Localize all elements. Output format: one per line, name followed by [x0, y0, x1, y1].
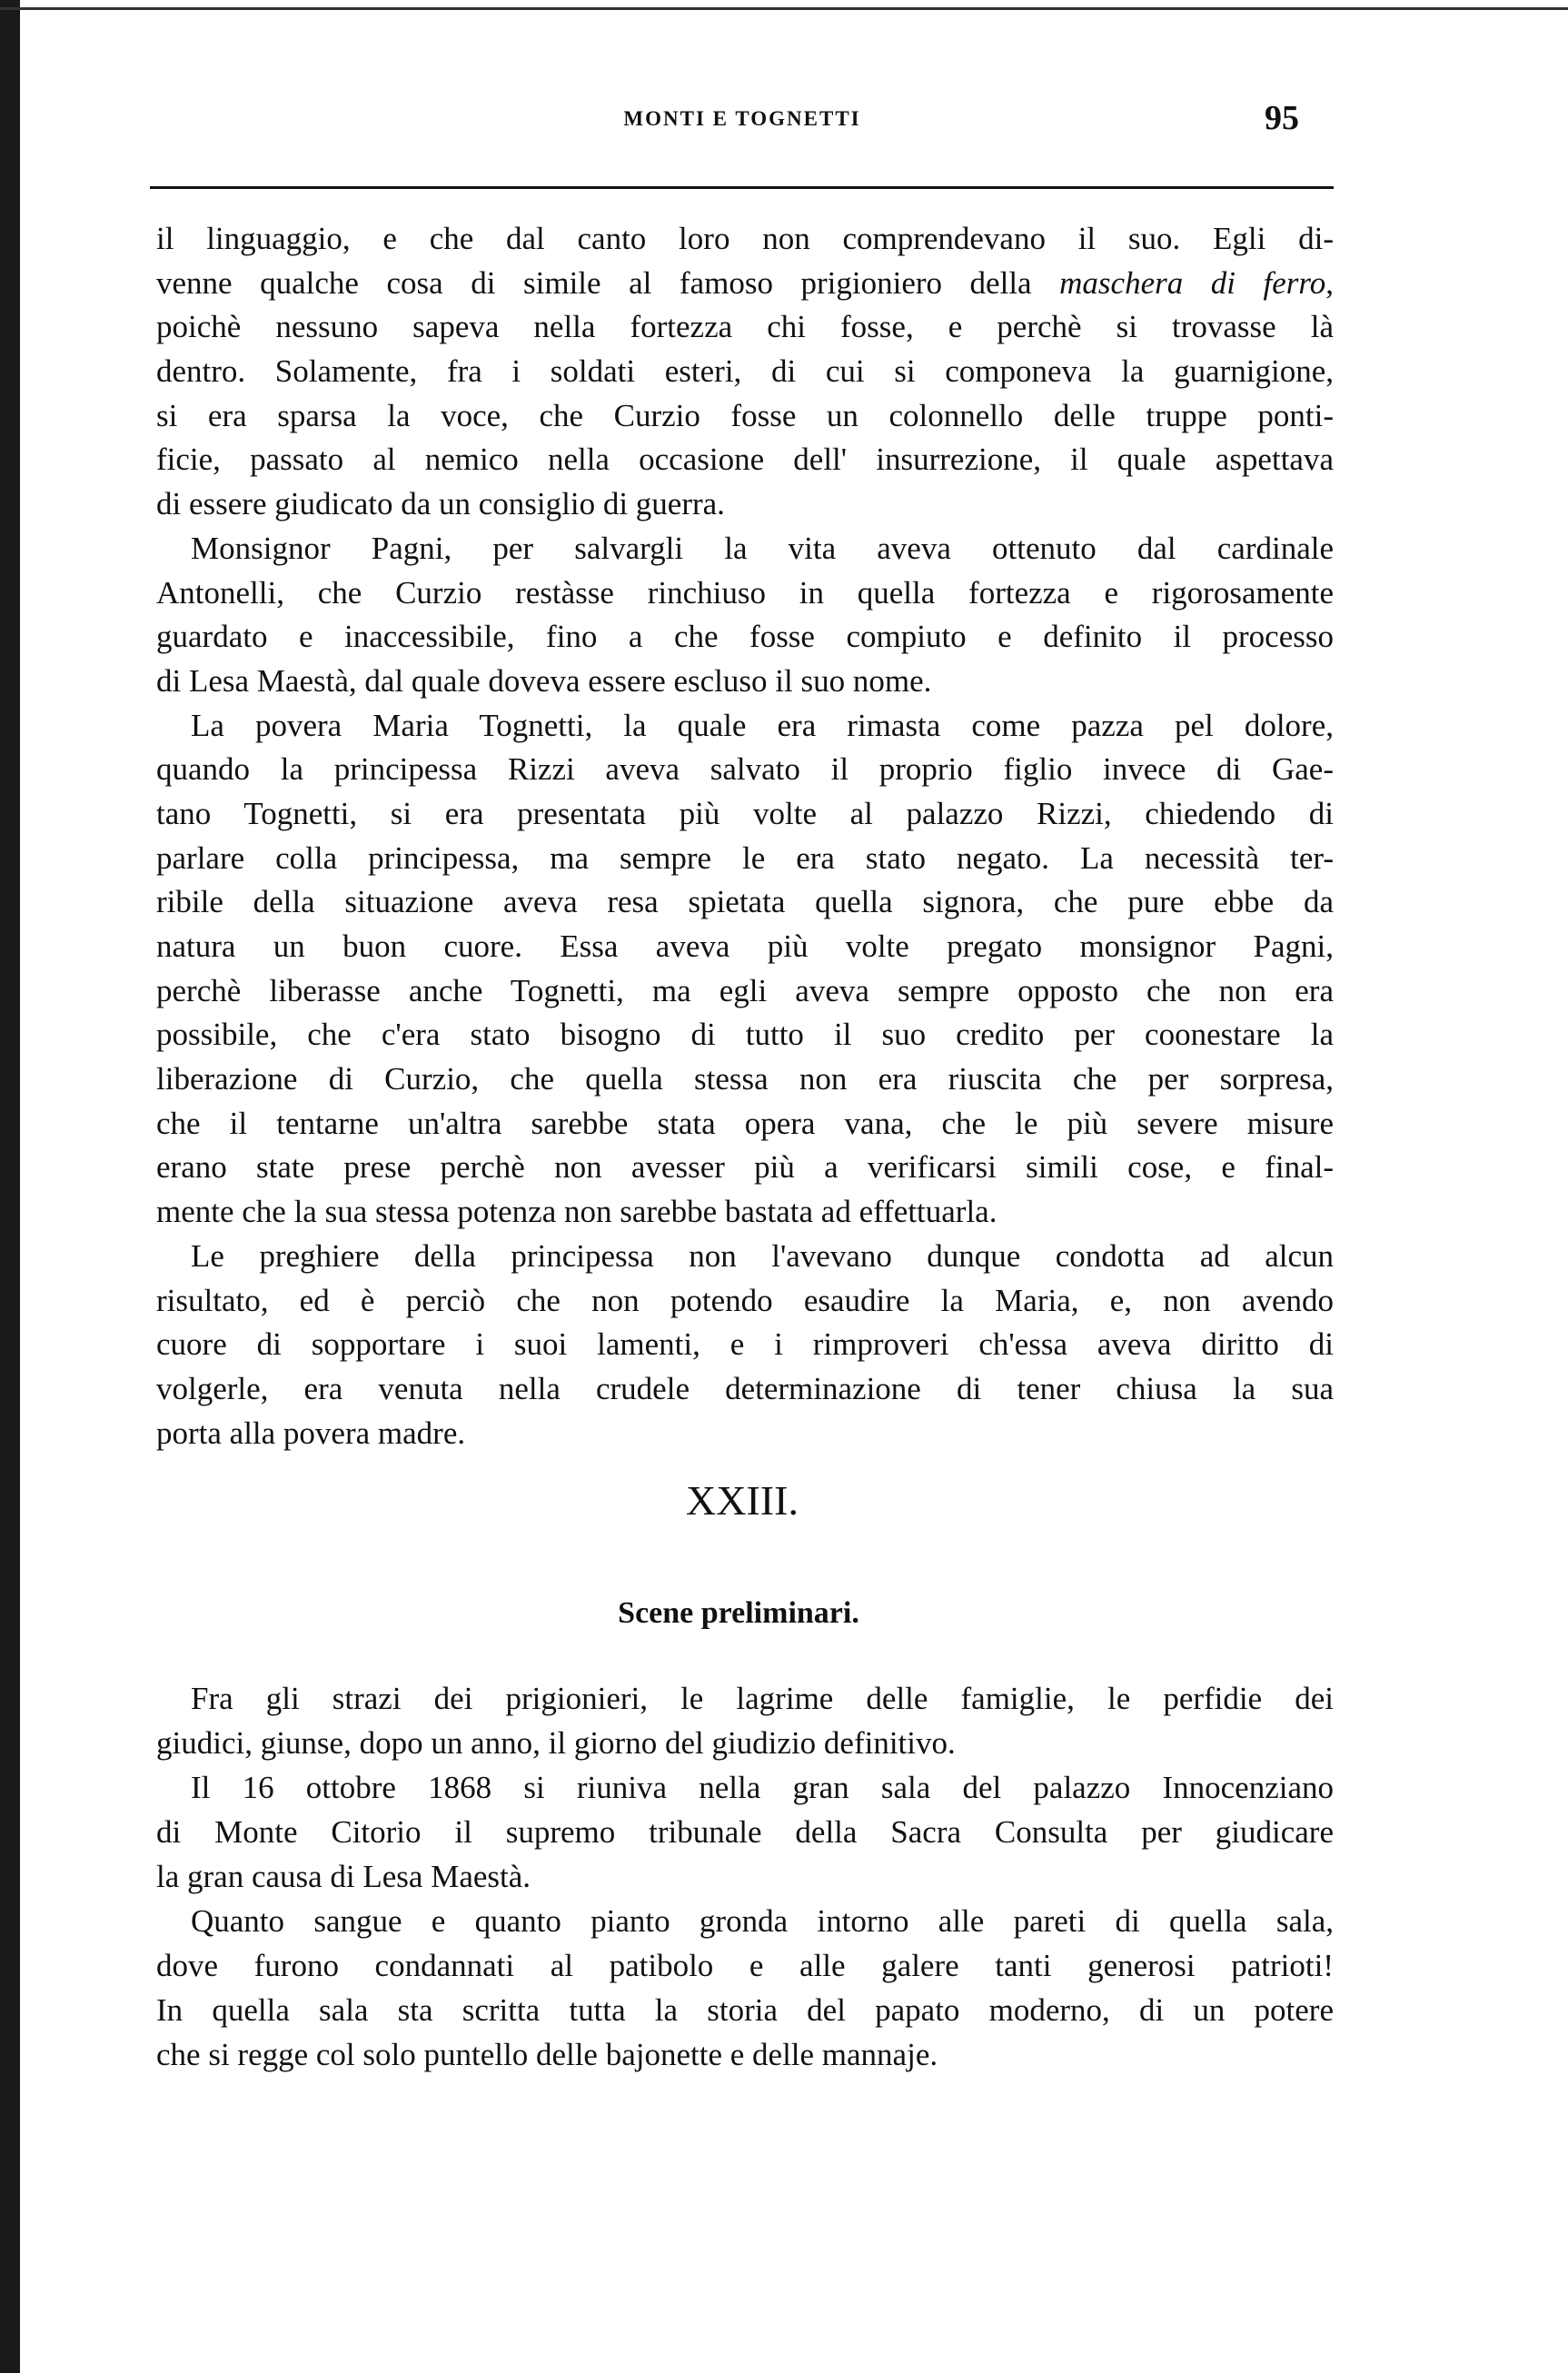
text-line: ribile della situazione aveva resa spietata quella signora, che pure ebbe da	[156, 884, 1334, 920]
text-line: Il 16 ottobre 1868 si riuniva nella gran sala del palazzo Innocenziano	[191, 1770, 1334, 1805]
text-line: volgerle, era venuta nella crudele determinazione di tener chiusa la sua	[156, 1370, 1334, 1406]
text-line: il linguaggio, e che dal canto loro non comprendevano il suo. Egli di-	[156, 221, 1334, 256]
text-line: cuore di sopportare i suoi lamenti, e i rimproveri ch'essa aveva diritto di	[156, 1326, 1334, 1363]
text-line: perchè liberasse anche Tognetti, ma egli aveva sempre opposto che non era	[156, 972, 1334, 1008]
text-line: porta alla povera madre.	[156, 1415, 466, 1451]
chapter-number: XXIII.	[686, 1477, 799, 1524]
text-line: tano Tognetti, si era presentata più volte al palazzo Rizzi, chiedendo di	[156, 795, 1334, 831]
text-line: ficie, passato al nemico nella occasione dell' insurrezione, il quale aspettava	[156, 442, 1334, 478]
text-line: dove furono condannati al patibolo e alle galere tanti generosi patrioti!	[156, 1948, 1334, 1983]
text-line: dentro. Solamente, fra i soldati esteri, di cui si componeva la guarnigione,	[156, 353, 1334, 390]
page-number: 95	[1265, 99, 1299, 137]
text-line: Monsignor Pagni, per salvargli la vita aveva ottenuto dal cardinale	[191, 530, 1334, 566]
header-rule	[150, 186, 1334, 189]
text-line: venne qualche cosa di simile al famoso prigioniero della maschera di ferro,	[156, 264, 1334, 301]
text-line: La povera Maria Tognetti, la quale era rimasta come pazza pel dolore,	[191, 707, 1334, 743]
text-line: giudici, giunse, dopo un anno, il giorno del giudizio definitivo.	[156, 1725, 956, 1761]
text-line: Fra gli strazi dei prigionieri, le lagrime delle famiglie, le perfidie dei	[191, 1681, 1334, 1716]
text-line: poichè nessuno sapeva nella fortezza chi fosse, e perchè si trovasse là	[156, 309, 1334, 345]
paragraph	[156, 1676, 1334, 1765]
text-line: erano state prese perchè non avesser più a verificarsi simili cose, e final-	[156, 1149, 1334, 1186]
text-line: di essere giudicato da un consiglio di guerra.	[156, 486, 725, 522]
text-line: di Lesa Maestà, dal quale doveva essere escluso il suo nome.	[156, 662, 932, 699]
body-text-before-chapter	[156, 217, 1334, 1455]
text-line: risultato, ed è perciò che non potendo esaudire la Maria, e, non avendo	[156, 1282, 1334, 1318]
text-line: possibile, che c'era stato bisogno di tutto il suo credito per coonestare la	[156, 1017, 1334, 1053]
paragraph	[156, 1899, 1334, 2077]
text-line: si era sparsa la voce, che Curzio fosse un colonnello delle truppe ponti-	[156, 397, 1334, 433]
text-line: Le preghiere della principessa non l'avevano dunque condotta ad alcun	[191, 1237, 1334, 1274]
paragraph	[156, 1765, 1334, 1899]
paragraph	[156, 1235, 1334, 1455]
scan-edge-shadow	[0, 0, 20, 2373]
text-line: natura un buon cuore. Essa aveva più volte pregato monsignor Pagni,	[156, 928, 1334, 964]
italic-phrase: maschera di ferro	[1059, 264, 1326, 301]
running-head: MONTI E TOGNETTI	[623, 107, 861, 130]
body-text-after-chapter	[156, 1676, 1334, 2077]
text-line: che il tentarne un'altra sarebbe stata opera vana, che le più severe misure	[156, 1105, 1334, 1141]
text-line: Antonelli, che Curzio restàsse rinchiuso in quella fortezza e rigorosamente	[156, 574, 1334, 611]
text-line: quando la principessa Rizzi aveva salvato il proprio figlio invece di Gae-	[156, 751, 1334, 788]
text-line: di Monte Citorio il supremo tribunale della Sacra Consulta per giudicare	[156, 1814, 1334, 1850]
chapter-title: Scene preliminari.	[618, 1596, 859, 1630]
text-line: liberazione di Curzio, che quella stessa non era riuscita che per sorpresa,	[156, 1061, 1334, 1097]
scan-top-edge	[0, 7, 1568, 10]
text-line: che si regge col solo puntello delle bajonette e delle mannaje.	[156, 2037, 938, 2072]
text-line: mente che la sua stessa potenza non sarebbe bastata ad effettuarla.	[156, 1194, 997, 1230]
text-line: parlare colla principessa, ma sempre le era stato negato. La necessità ter-	[156, 839, 1334, 876]
text-line: guardato e inaccessibile, fino a che fosse compiuto e definito il processo	[156, 619, 1334, 655]
text-line: la gran causa di Lesa Maestà.	[156, 1859, 531, 1894]
paragraph	[156, 704, 1334, 1235]
paragraph	[156, 217, 1334, 527]
text-line: Quanto sangue e quanto pianto gronda intorno alle pareti di quella sala,	[191, 1903, 1334, 1939]
text-line: In quella sala sta scritta tutta la storia del papato moderno, di un potere	[156, 1992, 1334, 2028]
paragraph	[156, 527, 1334, 704]
